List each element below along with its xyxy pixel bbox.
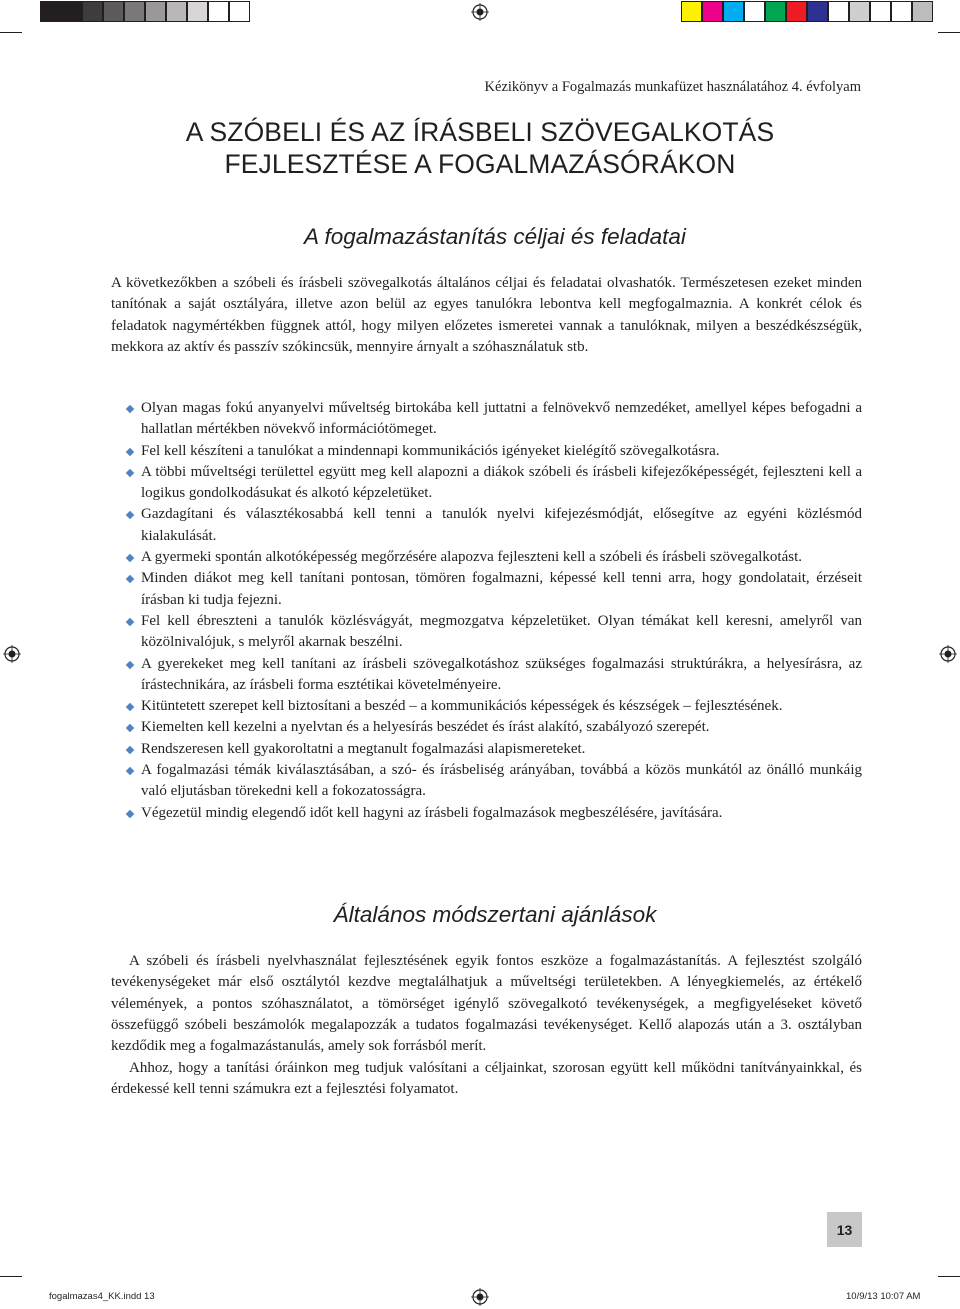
color-swatch: [744, 1, 765, 22]
color-swatch: [765, 1, 786, 22]
diamond-bullet-icon: [126, 767, 134, 775]
grayscale-color-bar: [40, 1, 250, 23]
color-swatch: [229, 1, 250, 22]
registration-target-icon: [3, 645, 21, 663]
list-item: [111, 504, 862, 547]
diamond-bullet-icon: [126, 724, 134, 732]
body-paragraph: A szóbeli és írásbeli nyelvhasználat fejlesztésének egyik fontos eszköze a fogalmazástanítás. A fejlesztést szolgáló tevékenységeket már első osztálytól kezdve megtalálhatjuk a műveltségi területekben. A lényegkiemelés, az értékelő vélemények, a pontos szóhasználatot, a tömörséget igénylő szövegalkotó tevékenységek, a megfigyeléseket követő összefüggő szóbeli beszámolók megalapozzák a tudatos fogalmazási tevékenységet. Kellő alapozás után a 3. osztályban kezdődik meg a fogalmazástanulás, amely sok forrásból merít.: [111, 953, 862, 1055]
crop-mark: [0, 32, 22, 33]
diamond-bullet-icon: [126, 809, 134, 817]
list-item-text: A fogalmazási témák kiválasztásában, a szó- és írásbeliség arányában, továbbá a közös munkától az önálló munkáig való eljutásban törekedni kell a fokozatosságra.: [141, 762, 862, 800]
color-swatch: [786, 1, 807, 22]
color-swatch: [702, 1, 723, 22]
list-item: [111, 547, 862, 568]
list-item-text: Minden diákot meg kell tanítani pontosan, tömören fogalmazni, képessé kell tenni arra, hogy gondolatait, érzéseit írásban ki tudja fejezni.: [141, 570, 862, 608]
list-item: [111, 568, 862, 611]
color-swatch: [40, 1, 61, 22]
date-slug: 10/9/13 10:07 AM: [846, 1291, 921, 1302]
diamond-bullet-icon: [126, 447, 134, 455]
main-title-line: A SZÓBELI ÉS AZ ÍRÁSBELI SZÖVEGALKOTÁS: [185, 117, 775, 147]
list-item-text: Fel kell készíteni a tanulókat a mindennapi kommunikációs igényeket kielégítő szövegalkotásra.: [141, 442, 720, 459]
diamond-bullet-icon: [126, 618, 134, 626]
color-swatch: [849, 1, 870, 22]
color-swatch: [61, 1, 82, 22]
running-head: Kézikönyv a Fogalmazás munkafüzet használatához 4. évfolyam: [484, 79, 861, 95]
section-heading: A fogalmazástanítás céljai és feladatai: [304, 224, 686, 249]
section-heading: Általános módszertani ajánlások: [333, 902, 657, 927]
diamond-bullet-icon: [126, 554, 134, 562]
goals-list: [111, 398, 862, 824]
color-swatch: [166, 1, 187, 22]
process-color-bar: [681, 1, 933, 23]
main-title: [0, 116, 960, 180]
list-item-text: Kitüntetett szerepet kell biztosítani a beszéd – a kommunikációs képességek és készségek – fejlesztésének.: [141, 698, 783, 715]
color-swatch: [82, 1, 103, 22]
list-item: [111, 611, 862, 654]
diamond-bullet-icon: [126, 746, 134, 754]
list-item: [111, 717, 862, 738]
color-swatch: [103, 1, 124, 22]
color-swatch: [124, 1, 145, 22]
color-swatch: [208, 1, 229, 22]
color-swatch: [145, 1, 166, 22]
list-item: [111, 803, 862, 824]
diamond-bullet-icon: [126, 405, 134, 413]
registration-target-icon: [471, 3, 489, 21]
list-item: [111, 739, 862, 760]
color-swatch: [828, 1, 849, 22]
list-item: [111, 398, 862, 441]
crop-mark: [0, 1276, 22, 1277]
list-item-text: Gazdagítani és választékosabbá kell tenni a tanulók nyelvi kifejezésmódját, elősegítve az egyéni közlésmód kialakulását.: [141, 506, 862, 544]
page-number: 13: [827, 1212, 862, 1247]
list-item-text: Rendszeresen kell gyakoroltatni a megtanult fogalmazási alapismereteket.: [141, 740, 586, 757]
color-swatch: [870, 1, 891, 22]
color-swatch: [723, 1, 744, 22]
registration-target-icon: [471, 1288, 489, 1306]
diamond-bullet-icon: [126, 469, 134, 477]
diamond-bullet-icon: [126, 703, 134, 711]
color-swatch: [912, 1, 933, 22]
list-item-text: A gyerekeket meg kell tanítani az írásbeli szövegalkotáshoz szükséges fogalmazási struktúrákra, a helyesírásra, az írástechnikára, az írásbeli forma esztétikai követelményeire.: [141, 655, 862, 693]
list-item: [111, 654, 862, 697]
color-swatch: [187, 1, 208, 22]
list-item-text: Olyan magas fokú anyanyelvi műveltség birtokába kell juttatni a felnövekvő nemzedéket, amellyel képes befogadni a hallatlan mértékben növekvő információtömeget.: [141, 400, 862, 438]
list-item: [111, 760, 862, 803]
list-item-text: Kiemelten kell kezelni a nyelvtan és a helyesírás beszédet és írást alakító, szabályozó szerepét.: [141, 719, 710, 736]
list-item: [111, 462, 862, 505]
list-item: [111, 696, 862, 717]
diamond-bullet-icon: [126, 511, 134, 519]
registration-target-icon: [939, 645, 957, 663]
color-swatch: [891, 1, 912, 22]
list-item-text: A többi műveltségi területtel együtt meg kell alapozni a diákok szóbeli és írásbeli kifejezőképességét, fejleszteni kell a logikus gondolkodásukat és alkotó képzeletüket.: [141, 463, 862, 502]
crop-mark: [938, 32, 960, 33]
color-swatch: [681, 1, 702, 22]
file-slug: fogalmazas4_KK.indd 13: [49, 1291, 155, 1302]
body-paragraph: Ahhoz, hogy a tanítási óráinkon meg tudjuk valósítani a céljainkat, szorosan együtt kell működni tanítványainkkal, és érdekessé kell tenni számukra ezt a fejlesztési folyamatot.: [111, 1060, 862, 1098]
list-item: [111, 441, 862, 462]
main-title-line: FEJLESZTÉSE A FOGALMAZÁSÓRÁKON: [224, 149, 736, 179]
color-swatch: [807, 1, 828, 22]
list-item-text: Végezetül mindig elegendő időt kell hagyni az írásbeli fogalmazások megbeszélésére, javítására.: [141, 804, 723, 821]
intro-paragraph: A következőkben a szóbeli és írásbeli szövegalkotás általános céljai és feladatai olvashatók. Természetesen ezeket minden tanítónak a saját osztályára, illetve azon belül az egyes tanulókra lebontva kell megfogalmaznia. A konkrét célok és feladatok nagymértékben függnek attól, hogy milyen előzetes ismeretei vannak a tanulóknak, milyen a beszédkészségük, mekkora az aktív és passzív szókincsük, mennyire árnyalt a szóhasználatuk stb.: [111, 275, 862, 355]
crop-mark: [938, 1276, 960, 1277]
list-item-text: A gyermeki spontán alkotóképesség megőrzésére alapozva fejleszteni kell a szóbeli és írásbeli szövegalkotást.: [141, 549, 803, 566]
diamond-bullet-icon: [126, 660, 134, 668]
list-item-text: Fel kell ébreszteni a tanulók közlésvágyát, megmozgatva képzeletüket. Olyan témákat kell keresni, amelyről van közölnivalójuk, s melyről akarnak beszélni.: [141, 612, 862, 651]
diamond-bullet-icon: [126, 575, 134, 583]
